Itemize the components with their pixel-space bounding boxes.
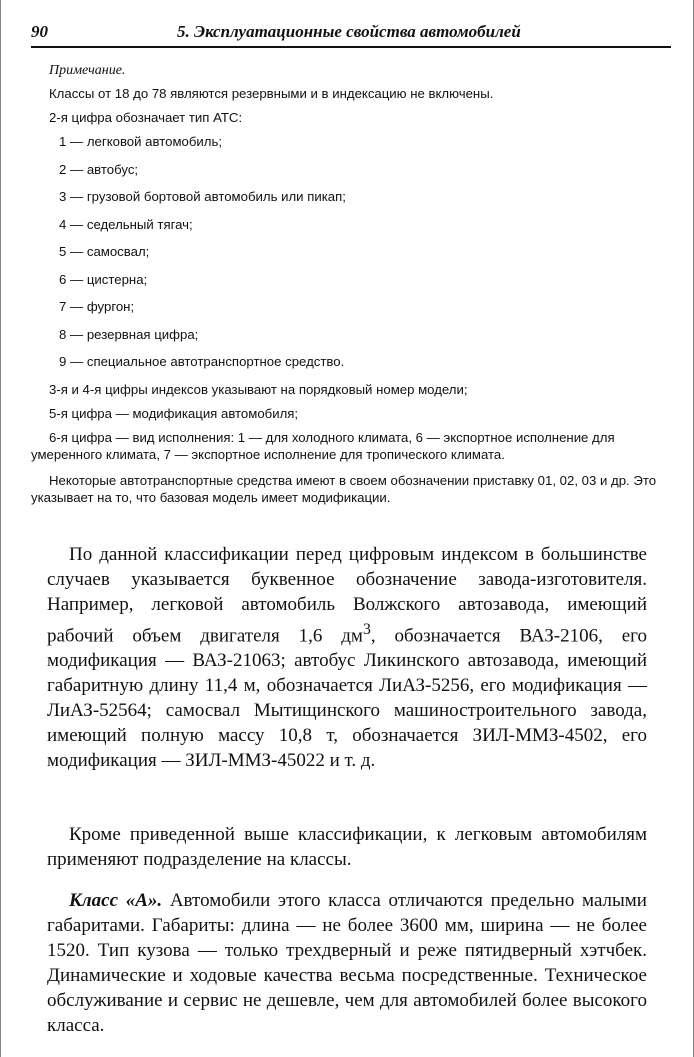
paragraph-car-classes-intro: Кроме приведенной выше классификации, к легковым автомобилям применяют подразделение на классы.: [47, 824, 647, 870]
note-fifth-digit: 5-я цифра — модификация автомобиля;: [49, 405, 299, 421]
note-reserved-classes: Классы от 18 до 78 являются резервными и в индексацию не включены.: [49, 86, 494, 101]
paragraph-classification-example: [47, 542, 647, 773]
list-item: 4 — седельный тягач;: [59, 216, 193, 232]
list-item: 3 — грузовой бортовой автомобиль или пикап;: [59, 189, 346, 204]
paragraph-text: По данной классификации перед цифровым индексом в большинстве случаев указывается буквенное обозначение завода-изготовителя. Например, легковой автомобиль Волжского автозавода, имеющий рабочий объем двигателя 1,6 дм: [47, 544, 647, 647]
paragraph-class-a: [47, 888, 647, 1038]
page-header: [31, 20, 671, 48]
list-item: 6 — цистерна;: [59, 271, 148, 287]
note-block: [31, 62, 661, 506]
superscript: 3: [362, 621, 371, 638]
paragraph-text: , обозначается ВАЗ-2106, его модификация — ВАЗ-21063; автобус Ликинского автозавода, имеющий габаритную длину 11,4 м, обозначается ЛиАЗ-5256, его модификация — ЛиАЗ-52564; самосвал Мытищинского машиностроительного завода, имеющий полную массу 10,8 т, обозначается ЗИЛ-ММЗ-4502, его модификация — ЗИЛ-ММЗ-45022 и т. д.: [47, 625, 647, 772]
list-item: 5 — самосвал;: [59, 244, 150, 259]
paragraph-text: Автомобили этого класса отличаются предельно малыми габаритами. Габариты: длина — не более 3600 мм, ширина — не более 1520. Тип кузова — только трехдверный и реже пятидверный хэтчбек. Динамические и ходовые качества весьма посредственные. Техническое обслуживание и сервис не дешевле, чем для автомобилей более высокого класса.: [47, 890, 647, 1036]
note-prefix: Некоторые автотранспортные средства имеют в своем обозначении приставку 01, 02, 03 и др. Это указывает на то, что базовая модель имеет модификации.: [31, 472, 657, 505]
class-a-heading: Класс «А».: [69, 890, 163, 911]
vehicle-type-list: [49, 133, 661, 370]
running-title: 5. Эксплуатационные свойства автомобилей: [177, 22, 521, 41]
note-third-fourth-digits: 3-я и 4-я цифры индексов указывают на порядковый номер модели;: [49, 381, 468, 397]
note-sixth-digit: 6-я цифра — вид исполнения: 1 — для холодного климата, 6 — экспортное исполнение для умеренного климата, 7 — экспортное исполнение для тропического климата.: [31, 429, 615, 462]
list-item: 2 — автобус;: [59, 161, 139, 177]
note-second-digit-intro: 2-я цифра обозначает тип АТС:: [49, 110, 243, 125]
list-item: 1 — легковой автомобиль;: [59, 134, 222, 149]
list-item: 7 — фургон;: [59, 299, 135, 314]
list-item: 8 — резервная цифра;: [59, 326, 199, 342]
page-number: 90: [31, 22, 48, 41]
list-item: 9 — специальное автотранспортное средство.: [59, 354, 345, 369]
note-title: Примечание.: [49, 63, 126, 78]
